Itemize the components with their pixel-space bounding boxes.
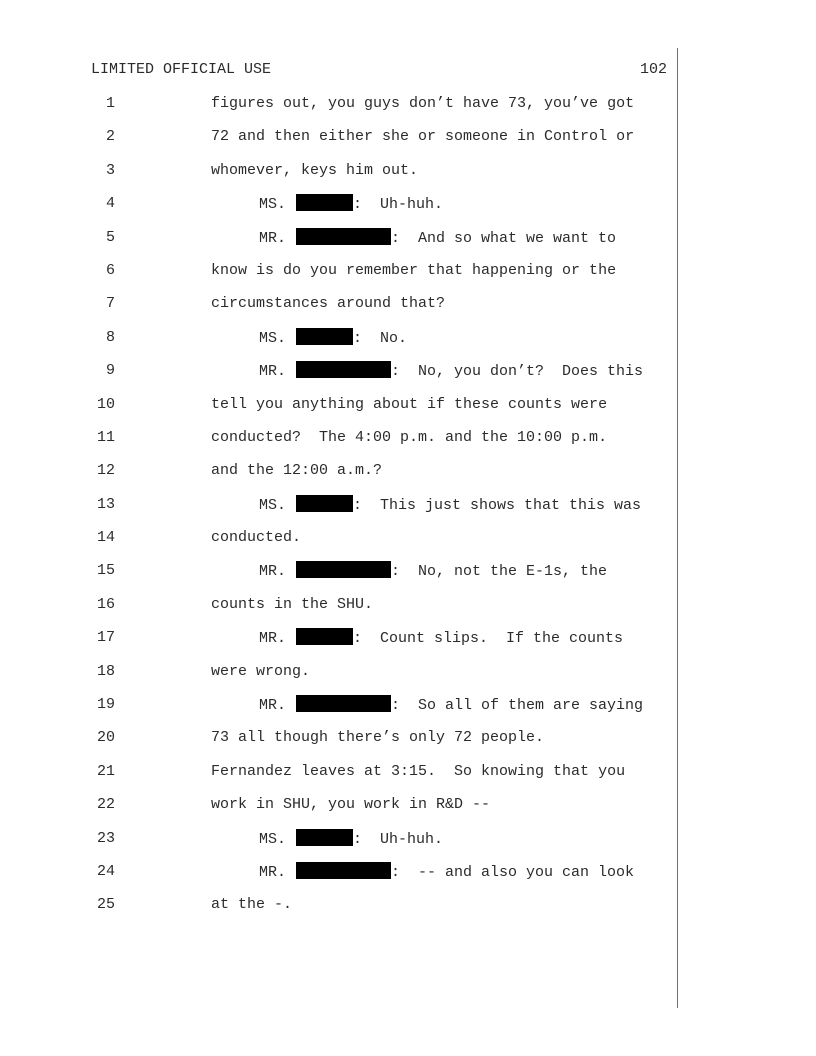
speaker-label: MR.	[259, 229, 287, 247]
line-text: circumstances around that?	[211, 295, 446, 313]
speaker-label: MR.	[259, 863, 287, 881]
transcript-line	[0, 895, 816, 928]
speaker-line	[259, 628, 623, 648]
line-text: and the 12:00 a.m.?	[211, 462, 383, 480]
line-text: work in SHU, you work in R&D --	[211, 796, 491, 814]
speaker-line	[259, 361, 643, 381]
redaction-box	[296, 228, 391, 245]
speech-text: : No.	[353, 329, 408, 347]
line-number: 7	[105, 295, 115, 313]
speech-text: : This just shows that this was	[353, 496, 642, 514]
transcript-line	[0, 294, 816, 327]
redaction-box	[296, 862, 391, 879]
speaker-label: MR.	[259, 697, 287, 715]
speech-text: : -- and also you can look	[391, 863, 635, 881]
line-text: Fernandez leaves at 3:15. So knowing that you	[211, 762, 626, 780]
line-number: 18	[96, 662, 115, 680]
line-number: 20	[96, 729, 115, 747]
transcript-line	[0, 728, 816, 761]
transcript-line	[0, 495, 816, 528]
speech-text: : Count slips. If the counts	[353, 630, 624, 648]
line-number: 15	[96, 562, 115, 580]
transcript-line	[0, 328, 816, 361]
transcript-lines	[0, 94, 816, 929]
speaker-label: MR.	[259, 630, 287, 648]
redaction-box	[296, 495, 353, 512]
line-number: 24	[96, 862, 115, 880]
line-number: 10	[96, 395, 115, 413]
speaker-line	[259, 228, 616, 248]
speaker-line	[259, 829, 443, 849]
line-number: 16	[96, 595, 115, 613]
speaker-line	[259, 328, 407, 348]
line-text: conducted? The 4:00 p.m. and the 10:00 p.m.	[211, 428, 608, 446]
transcript-line	[0, 795, 816, 828]
line-number: 2	[105, 128, 115, 146]
transcript-line	[0, 662, 816, 695]
speaker-line	[259, 495, 641, 515]
transcript-line	[0, 829, 816, 862]
speech-text: : No, you don’t? Does this	[391, 363, 644, 381]
redaction-box	[296, 561, 391, 578]
speaker-line	[259, 695, 643, 715]
transcript-line	[0, 94, 816, 127]
transcript-line	[0, 127, 816, 160]
line-number: 13	[96, 495, 115, 513]
classification-header: LIMITED OFFICIAL USE	[91, 61, 272, 78]
speaker-label: MS.	[259, 196, 287, 214]
redaction-box	[296, 361, 391, 378]
transcript-line	[0, 461, 816, 494]
line-number: 21	[96, 762, 115, 780]
speaker-label: MS.	[259, 830, 287, 848]
transcript-line	[0, 194, 816, 227]
speaker-line	[259, 561, 607, 581]
speech-text: : Uh-huh.	[353, 196, 444, 214]
redaction-box	[296, 628, 353, 645]
transcript-line	[0, 395, 816, 428]
transcript-line	[0, 228, 816, 261]
speaker-label: MR.	[259, 563, 287, 581]
line-number: 14	[96, 529, 115, 547]
speaker-label: MS.	[259, 496, 287, 514]
line-text: figures out, you guys don’t have 73, you’ve got	[211, 95, 635, 112]
redaction-box	[296, 194, 353, 211]
transcript-line	[0, 628, 816, 661]
redaction-box	[296, 829, 353, 846]
line-text: tell you anything about if these counts were	[211, 395, 608, 413]
transcript-line	[0, 561, 816, 594]
line-number: 4	[105, 195, 115, 213]
transcript-line	[0, 595, 816, 628]
line-number: 8	[105, 328, 115, 346]
speech-text: : And so what we want to	[391, 229, 617, 247]
redaction-box	[296, 695, 391, 712]
line-number: 23	[96, 829, 115, 847]
line-number: 17	[96, 629, 115, 647]
line-number: 1	[105, 95, 115, 112]
speaker-line	[259, 194, 443, 214]
line-number: 12	[96, 462, 115, 480]
transcript-line	[0, 862, 816, 895]
line-number: 9	[105, 362, 115, 380]
line-text: whomever, keys him out.	[211, 161, 419, 179]
line-number: 22	[96, 796, 115, 814]
speaker-label: MR.	[259, 363, 287, 381]
line-text: at the -.	[211, 896, 293, 914]
speech-text: : Uh-huh.	[353, 830, 444, 848]
speaker-line	[259, 862, 634, 882]
transcript-line	[0, 762, 816, 795]
line-text: know is do you remember that happening or the	[211, 261, 617, 279]
line-number: 5	[105, 228, 115, 246]
transcript-line	[0, 361, 816, 394]
line-number: 11	[96, 428, 115, 446]
transcript-line	[0, 428, 816, 461]
speaker-label: MS.	[259, 329, 287, 347]
transcript-line	[0, 261, 816, 294]
transcript-line	[0, 695, 816, 728]
redaction-box	[296, 328, 353, 345]
speech-text: : So all of them are saying	[391, 697, 644, 715]
speech-text: : No, not the E-1s, the	[391, 563, 608, 581]
line-number: 19	[96, 696, 115, 714]
page-number: 102	[639, 61, 667, 78]
line-text: counts in the SHU.	[211, 595, 374, 613]
line-number: 6	[105, 261, 115, 279]
line-number: 25	[96, 896, 115, 914]
line-text: conducted.	[211, 529, 302, 547]
transcript-line	[0, 528, 816, 561]
line-number: 3	[105, 161, 115, 179]
transcript-line	[0, 161, 816, 194]
line-text: 72 and then either she or someone in Control or	[211, 128, 635, 146]
line-text: were wrong.	[211, 662, 311, 680]
line-text: 73 all though there’s only 72 people.	[211, 729, 545, 747]
